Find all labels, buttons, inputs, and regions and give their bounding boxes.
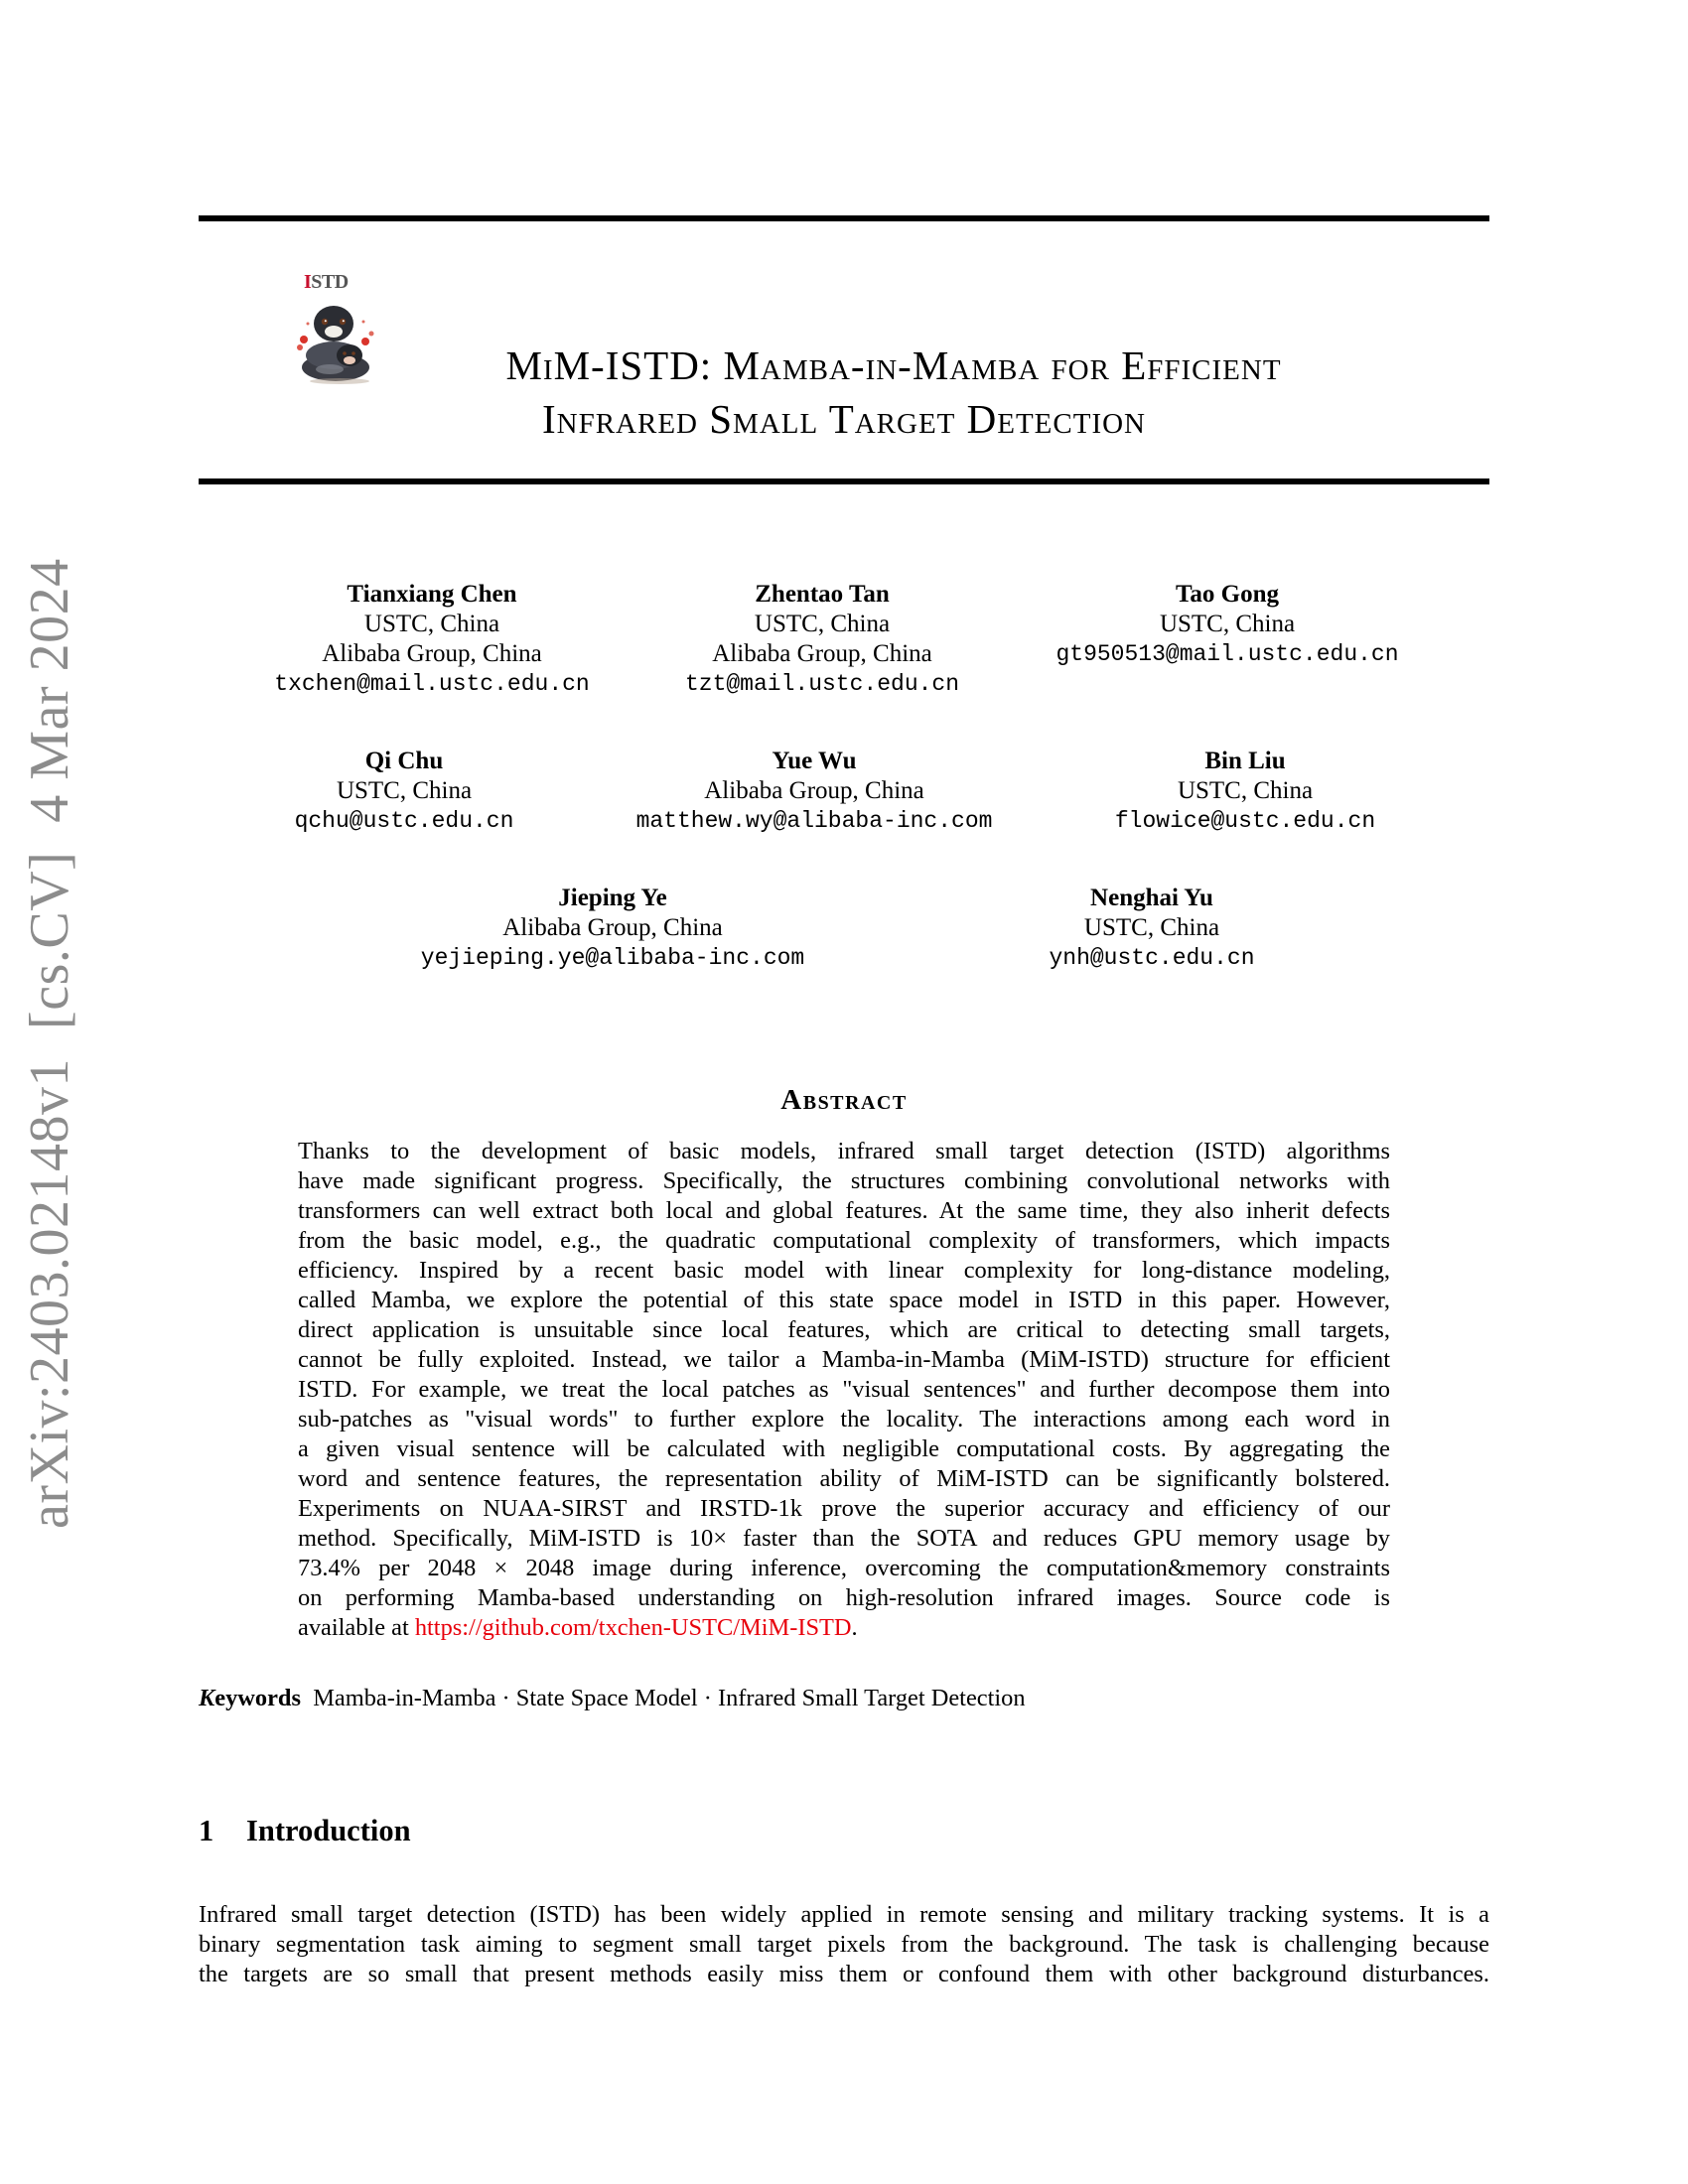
author-name: Nenghai Yu [1090,885,1213,911]
abstract-line: transformers can well extract both local and global features. At the same time, they also inherit defects [298,1197,1390,1224]
section-number: 1 [199,1814,214,1847]
body-line: the targets are so small that present methods easily miss them or confound them with other background disturbances. [199,1961,1489,1987]
author-email[interactable]: gt950513@mail.ustc.edu.cn [1055,641,1399,667]
author-name: Zhentao Tan [755,581,890,608]
author-affiliation: USTC, China [1177,777,1314,804]
abstract-line: 73.4% per 2048 × 2048 image during inference, overcoming the computation&memory constraints [298,1555,1390,1581]
author-affiliation: Alibaba Group, China [322,640,542,667]
keywords-line [199,1684,1026,1713]
source-code-link[interactable]: https://github.com/txchen-USTC/MiM-ISTD [414,1614,852,1641]
author-block [1115,747,1375,836]
abstract-line: efficiency. Inspired by a recent basic model with linear complexity for long-distance modeling, [298,1257,1390,1284]
abstract-line: from the basic model, e.g., the quadratic computational complexity of transformers, which impacts [298,1227,1390,1254]
author-affiliation: USTC, China [754,611,891,637]
author-name: Tao Gong [1176,581,1279,608]
author-email[interactable]: ynh@ustc.edu.cn [1049,945,1255,971]
keywords-label: Keywords [199,1685,301,1711]
abstract-text: available at [298,1614,415,1641]
introduction-paragraph [199,1900,1489,1989]
keywords-list: Mamba-in-Mamba · State Space Model · Infrared Small Target Detection [313,1685,1026,1711]
author-name: Tianxiang Chen [347,581,517,608]
author-name: Yue Wu [772,748,857,774]
section-title: Introduction [246,1814,411,1847]
author-block [295,747,514,836]
arxiv-identifier-stamp: arXiv:2403.02148v1 [cs.CV] 4 Mar 2024 [19,558,80,1529]
abstract-line: method. Specifically, MiM-ISTD is 10× faster than the SOTA and reduces GPU memory usage by [298,1525,1390,1552]
abstract-line: cannot be fully exploited. Instead, we tailor a Mamba-in-Mamba (MiM-ISTD) structure for efficient [298,1346,1390,1373]
author-affiliation: USTC, China [1083,914,1220,941]
abstract-line [298,1613,1390,1643]
section-heading-introduction [199,1813,411,1848]
author-email[interactable]: qchu@ustc.edu.cn [294,808,514,834]
author-block [636,747,993,836]
abstract-line: on performing Mamba-based understanding on high-resolution infrared images. Source code is [298,1584,1390,1611]
body-line: binary segmentation task aiming to segment small target pixels from the background. The task is challenging because [199,1931,1489,1958]
paper-title-line-1: MiM-ISTD: Mamba-in-Mamba for Efficient [505,342,1282,388]
author-name: Qi Chu [364,748,444,774]
author-affiliation: Alibaba Group, China [712,640,932,667]
abstract-text: . [851,1614,858,1641]
author-email[interactable]: txchen@mail.ustc.edu.cn [274,671,590,697]
author-block [1049,884,1254,973]
author-name: Bin Liu [1204,748,1286,774]
author-email[interactable]: yejieping.ye@alibaba-inc.com [420,945,805,971]
abstract-line: have made significant progress. Specifically, the structures combining convolutional networks with [298,1167,1390,1194]
author-affiliation: Alibaba Group, China [704,777,924,804]
author-affiliation: Alibaba Group, China [502,914,723,941]
abstract-heading: Abstract [780,1084,908,1116]
abstract-line: ISTD. For example, we treat the local patches as "visual sentences" and further decompose them into [298,1376,1390,1403]
abstract-line: Experiments on NUAA-SIRST and IRSTD-1k prove the superior accuracy and efficiency of our [298,1495,1390,1522]
author-affiliation: USTC, China [1159,611,1296,637]
author-affiliation: USTC, China [363,611,500,637]
abstract-line: Thanks to the development of basic models, infrared small target detection (ISTD) algorithms [298,1138,1390,1164]
body-line: Infrared small target detection (ISTD) has been widely applied in remote sensing and military tracking systems. It is a [199,1901,1489,1928]
author-email[interactable]: flowice@ustc.edu.cn [1114,808,1376,834]
abstract-line: word and sentence features, the representation ability of MiM-ISTD can be significantly bolstered. [298,1465,1390,1492]
author-name: Jieping Ye [558,885,667,911]
author-block [421,884,804,973]
author-block [685,580,959,699]
author-block [274,580,589,699]
paper-title-line-2: Infrared Small Target Detection [541,396,1147,442]
title-top-rule [199,215,1489,221]
abstract-line: direct application is unsuitable since local features, which are critical to detecting small targets, [298,1316,1390,1343]
author-email[interactable]: matthew.wy@alibaba-inc.com [635,808,993,834]
abstract-line: sub-patches as "visual words" to further explore the locality. The interactions among each word in [298,1406,1390,1433]
author-block [1055,580,1398,669]
author-affiliation: USTC, China [336,777,473,804]
abstract-line: a given visual sentence will be calculated with negligible computational costs. By aggregating the [298,1435,1390,1462]
title-bottom-rule [199,478,1489,484]
logo-letter-i: I [304,271,312,293]
abstract-line: called Mamba, we explore the potential of this state space model in ISTD in this paper. However, [298,1287,1390,1313]
logo-letters-std: STD [311,271,349,293]
author-email[interactable]: tzt@mail.ustc.edu.cn [684,671,960,697]
abstract-body [298,1137,1390,1643]
